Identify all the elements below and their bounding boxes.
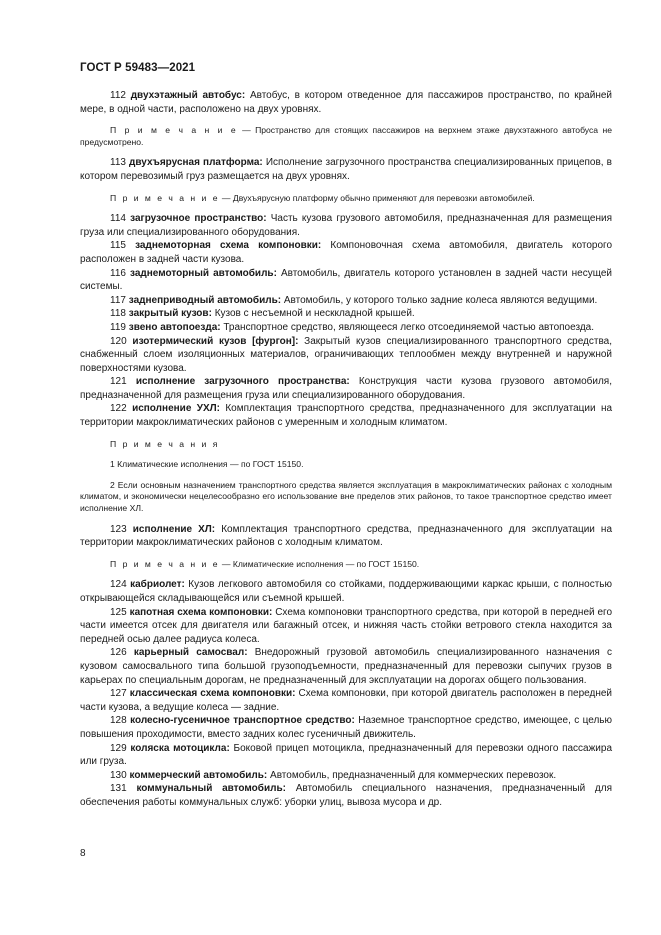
entry-116: [80, 267, 612, 294]
entry-number: 124: [110, 579, 127, 591]
entry-number: 122: [110, 403, 127, 415]
entry-term: коляска мотоцикла:: [130, 742, 230, 754]
note-122-1: 1 Климатические исполнения — по ГОСТ 15150.: [110, 459, 304, 470]
note-text: — Двухъярусную платформу обычно применяют для перевозки автомобилей.: [219, 192, 535, 203]
entry-number: 114: [110, 213, 126, 225]
entry-definition: Конструкция части кузова грузового автомобиля, предназначенной для размещения груза или специализированного оборудования.: [80, 376, 612, 401]
entry-definition: Комплектация транспортного средства, предназначенного для эксплуатации на территории макроклиматических районов с холодным климатом.: [80, 523, 613, 549]
note-label: П р и м е ч а н и е: [110, 558, 220, 569]
entry-definition: Кузов с несъемной и несккладной крышей.: [214, 308, 415, 320]
entry-term: коммерческий автомобиль:: [129, 769, 268, 781]
entry-number: 118: [110, 308, 126, 320]
entry-term: заднеприводный автомобиль:: [128, 294, 282, 306]
entry-term: капотная схема компоновки:: [129, 606, 273, 618]
entry-115: [80, 239, 612, 266]
entry-term: двухъярусная платформа:: [129, 157, 263, 169]
entry-term: заднемоторный автомобиль:: [129, 267, 277, 279]
entry-term: коммунальный автомобиль:: [136, 783, 286, 795]
notes-label-122: П р и м е ч а н и я: [110, 438, 220, 449]
entry-definition: Автомобиль, предназначенный для коммерческих перевозок.: [270, 769, 557, 781]
entry-number: 117: [110, 294, 126, 306]
entry-term: двухэтажный автобус:: [130, 90, 246, 101]
entry-128: [80, 714, 612, 741]
entry-definition: Автомобиль, двигатель которого установлен в задней части несущей системы.: [80, 267, 612, 293]
entry-number: 129: [110, 742, 127, 754]
entry-term: кабриолет:: [130, 579, 185, 591]
entry-definition: Часть кузова грузового автомобиля, предназначенная для размещения груза или специализированного оборудования.: [80, 213, 613, 238]
entry-118: [80, 307, 612, 321]
entry-term: карьерный самосвал:: [133, 647, 248, 659]
entry-definition: Автомобиль, у которого только задние колеса являются ведущими.: [283, 294, 598, 306]
entry-definition: Исполнение загрузочного пространства специализированных прицепов, в котором перевозимый груз размещается на двух уровнях.: [80, 157, 612, 182]
note-113: [80, 193, 612, 205]
entry-definition: Внедорожный грузовой автомобиль специализированного назначения с кузовом самосвального типа большой грузоподъемности, предназначенный для перевозки сыпучих грузов в карьерах по специальным дорогам, не предназначенный для эксплуатации на дорогах общего пользования.: [80, 647, 612, 686]
entry-126: [80, 646, 612, 687]
entry-124: [80, 578, 612, 605]
entry-number: 121: [110, 376, 127, 388]
note-123: [80, 559, 612, 571]
entry-number: 125: [110, 606, 127, 618]
entry-117: [80, 294, 612, 308]
entry-definition: Наземное транспортное средство, имеющее, с целью повышения проходимости, вместо задних колес гусеничный движитель.: [80, 715, 613, 740]
entry-number: 119: [110, 321, 126, 333]
entry-number: 126: [110, 647, 127, 659]
entry-number: 113: [110, 157, 126, 169]
page-number: 8: [80, 848, 86, 859]
entry-119: [80, 321, 612, 335]
entry-term: звено автопоезда:: [128, 321, 221, 333]
entry-definition: Кузов легкового автомобиля со стойками, поддерживающими каркас крыши, с полностью открывающейся складывающейся или съемной крышей.: [80, 579, 612, 604]
entry-112: [80, 89, 612, 116]
entry-number: 130: [110, 769, 127, 781]
entry-definition: Схема компоновки, при которой двигатель расположен в передней части кузова, а ведущие колеса — задние.: [80, 688, 612, 713]
document-header: ГОСТ Р 59483—2021: [80, 62, 196, 74]
entry-131: [80, 782, 612, 809]
entry-127: [80, 687, 612, 714]
entry-125: [80, 606, 612, 647]
note-112: [80, 125, 612, 148]
entry-number: 116: [110, 267, 126, 279]
entry-number: 127: [110, 688, 127, 700]
entry-definition: Комплектация транспортного средства, предназначенного для эксплуатации на территории макроклиматических районов с умеренным и холодным климатом.: [80, 403, 613, 429]
entry-term: загрузочное пространство:: [130, 213, 267, 225]
entry-definition: Транспортное средство, являющееся легко отсоединяемой частью автопоезда.: [223, 321, 595, 333]
entry-121: [80, 375, 612, 402]
entry-term: исполнение ХЛ:: [132, 523, 216, 535]
entry-term: изотермический кузов [фургон]:: [132, 335, 299, 347]
entry-123: [80, 523, 612, 550]
note-label: П р и м е ч а н и е: [110, 192, 220, 203]
entry-term: закрытый кузов:: [128, 308, 212, 320]
entry-term: заднемоторная схема компоновки:: [135, 240, 322, 252]
entry-number: 120: [110, 335, 127, 347]
entry-term: классическая схема компоновки:: [129, 688, 296, 700]
entry-120: [80, 335, 612, 376]
entry-129: [80, 742, 612, 769]
entry-definition: Автомобиль специального назначения, предназначенный для обеспечения работы коммунальных служб: уборки улиц, вывоза мусора и др.: [80, 783, 613, 808]
entry-definition: Схема компоновки транспортного средства, при которой в передней его части имеется отсек для двигателя или багажный отсек, и нижняя часть стойки ветрового стекла находится за передней осью далее радиуса колеса.: [80, 606, 613, 645]
entry-113: [80, 156, 612, 183]
entry-definition: Компоновочная схема автомобиля, двигатель которого расположен в задней части кузова.: [80, 240, 613, 265]
entry-number: 115: [110, 240, 126, 252]
entry-number: 112: [110, 90, 126, 101]
entry-122: [80, 402, 612, 429]
note-text: — Пространство для стоящих пассажиров на верхнем этаже двухэтажного автобуса не предусмотрено.: [80, 125, 613, 147]
note-label: П р и м е ч а н и е: [110, 125, 238, 136]
entry-definition: Боковой прицеп мотоцикла, предназначенный для перевозки одного пассажира или груза.: [80, 742, 613, 768]
entry-number: 128: [110, 715, 127, 727]
page-content: [80, 89, 612, 810]
entry-definition: Закрытый кузов специализированного транспортного средства, снабженный слоем изоляционных материалов, ограничивающих теплообмен между внутренней и наружной поверхностями кузова.: [80, 335, 612, 374]
entry-number: 131: [110, 783, 127, 795]
entry-term: исполнение УХЛ:: [132, 403, 220, 415]
entry-term: колесно-гусеничное транспортное средство:: [130, 715, 355, 727]
entry-114: [80, 212, 612, 239]
note-122-2: 2 Если основным назначением транспортного средства является эксплуатация в макроклиматических районах с холодным климатом, и экономически нецелесообразно его использование вне пределов этих районов, то такое транспортное средство имеет исполнение ХЛ.: [80, 479, 612, 514]
entry-number: 123: [110, 523, 127, 535]
entry-130: [80, 769, 612, 783]
entry-term: исполнение загрузочного пространства:: [135, 376, 350, 388]
note-text: — Климатические исполнения — по ГОСТ 15150.: [219, 558, 420, 569]
entry-definition: Автобус, в котором отведенное для пассажиров пространство, по крайней мере, в одной части, расположено на двух уровнях.: [80, 90, 613, 115]
